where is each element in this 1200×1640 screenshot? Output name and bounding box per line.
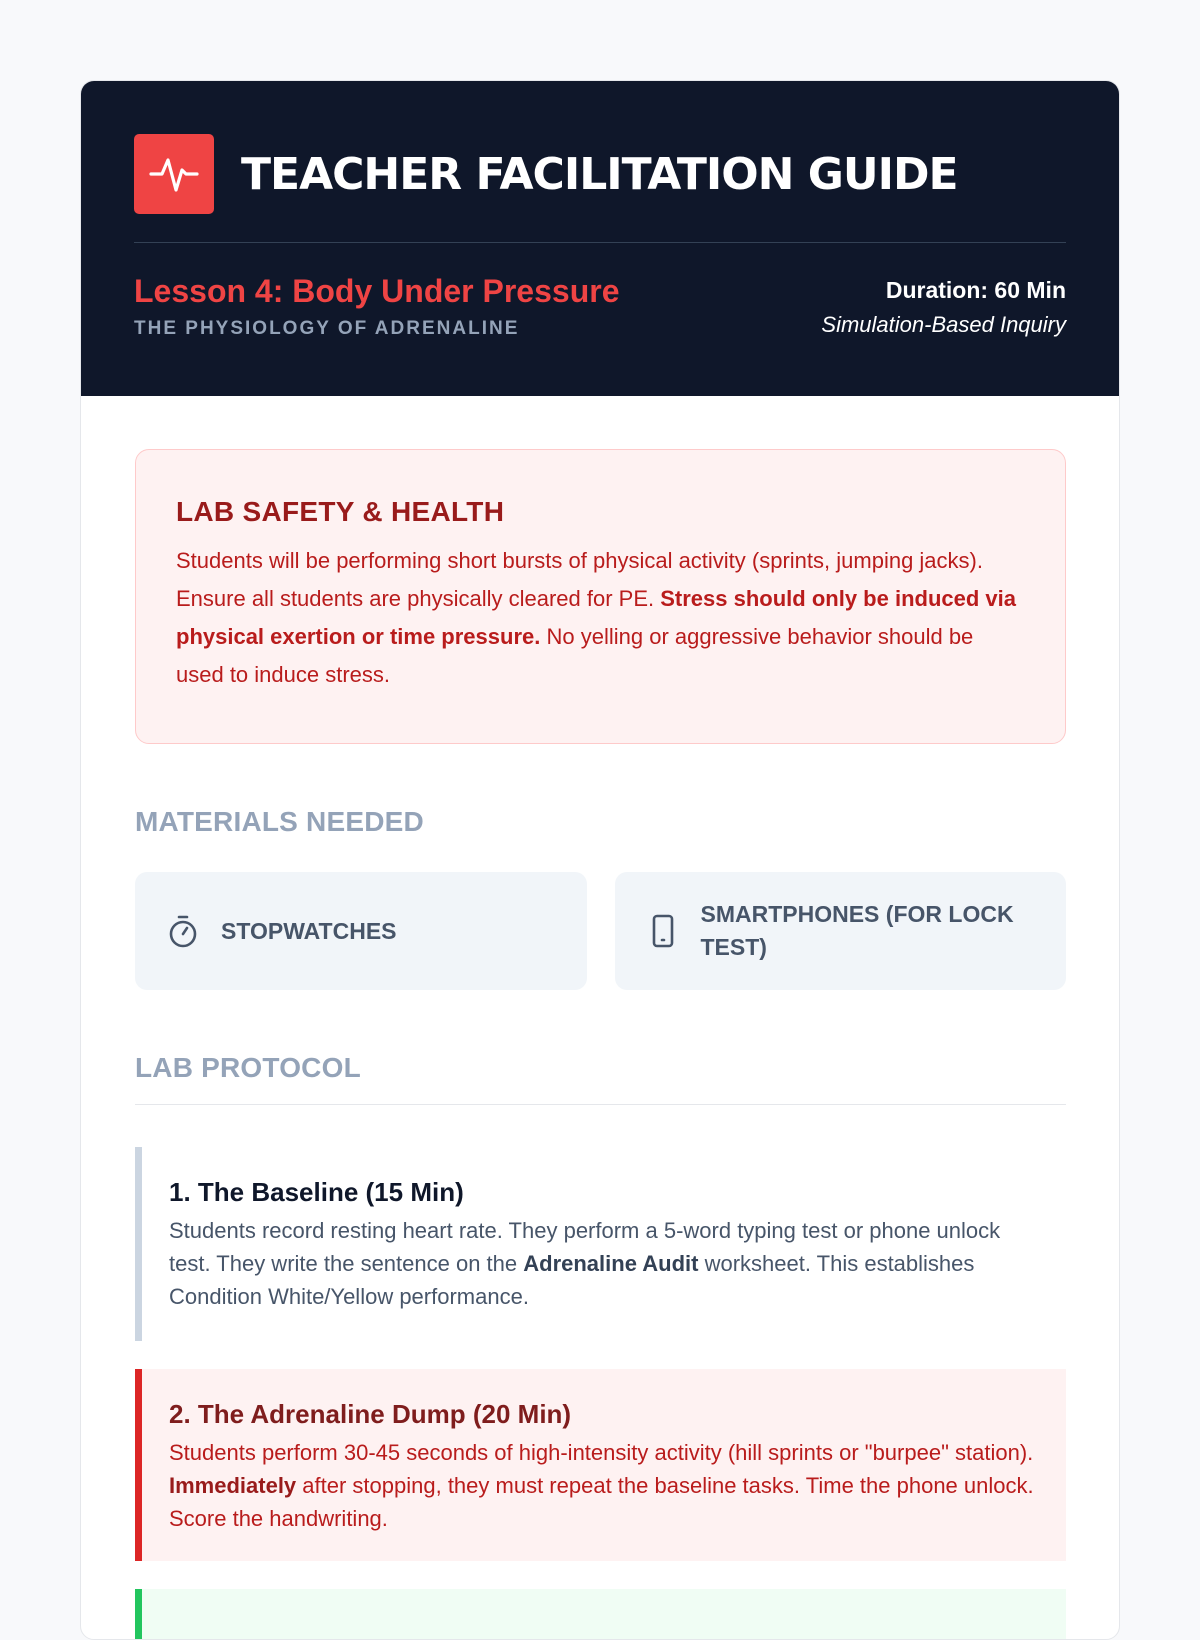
guide-header [81,81,1119,396]
safety-text-part: No yelling or aggressive behavior should be used to induce stress. [176,624,974,687]
step-text-part: after stopping, they must repeat the baseline tasks. Time the phone unlock. Score the handwriting. [169,1473,1034,1531]
step-title: 1. The Baseline (15 Min) [169,1177,464,1207]
step-title: 2. The Adrenaline Dump (20 Min) [169,1399,572,1429]
protocol-step-next [135,1589,1066,1640]
safety-text-part: Students will be performing short bursts of physical activity (sprints, jumping jacks). Ensure all students are physically cleared for PE. [176,548,983,611]
material-item-smartphones [615,872,1067,990]
materials-heading: MATERIALS NEEDED [135,806,424,837]
step-text-part: worksheet. This establishes Condition White/Yellow performance. [169,1251,975,1309]
duration-label: Duration: 60 Min [885,277,1066,303]
step-text-emphasis: Immediately [169,1473,297,1498]
guide-card [80,80,1120,1640]
lesson-subtitle: THE PHYSIOLOGY OF ADRENALINE [134,318,520,339]
lesson-title: Lesson 4: Body Under Pressure [134,273,620,309]
materials-list [135,872,1066,990]
smartphone-icon [645,913,681,949]
step-text [169,1214,1036,1313]
safety-title: LAB SAFETY & HEALTH [176,496,505,527]
protocol-heading: LAB PROTOCOL [135,1052,1066,1105]
material-item-stopwatches [135,872,587,990]
stopwatch-icon [165,913,201,949]
material-label: SMARTPHONES (FOR LOCK TEST) [700,901,1014,960]
safety-text-emphasis: Stress should only be induced via physical exertion or time pressure. [176,586,1016,649]
format-label: Simulation-Based Inquiry [821,312,1066,337]
safety-callout [135,449,1066,744]
step-text-part: Students record resting heart rate. They perform a 5-word typing test or phone unlock test. They write the sentence on the [169,1218,1001,1276]
protocol-step-adrenaline-dump [135,1369,1066,1561]
title-row [134,134,1066,214]
header-divider [134,242,1066,243]
heartbeat-icon [134,134,214,214]
step-text-emphasis: Adrenaline Audit [523,1251,699,1276]
guide-content [81,396,1119,1640]
safety-text [176,542,1025,694]
lesson-meta [821,273,1066,340]
lesson-row [134,273,1066,340]
protocol-step-baseline [135,1147,1066,1341]
step-text [169,1436,1036,1535]
page-title: TEACHER FACILITATION GUIDE [241,148,958,200]
step-text-part: Students perform 30-45 seconds of high-intensity activity (hill sprints or "burpee" station). [169,1440,1034,1465]
lesson-info [134,273,619,340]
material-label: STOPWATCHES [221,917,397,944]
